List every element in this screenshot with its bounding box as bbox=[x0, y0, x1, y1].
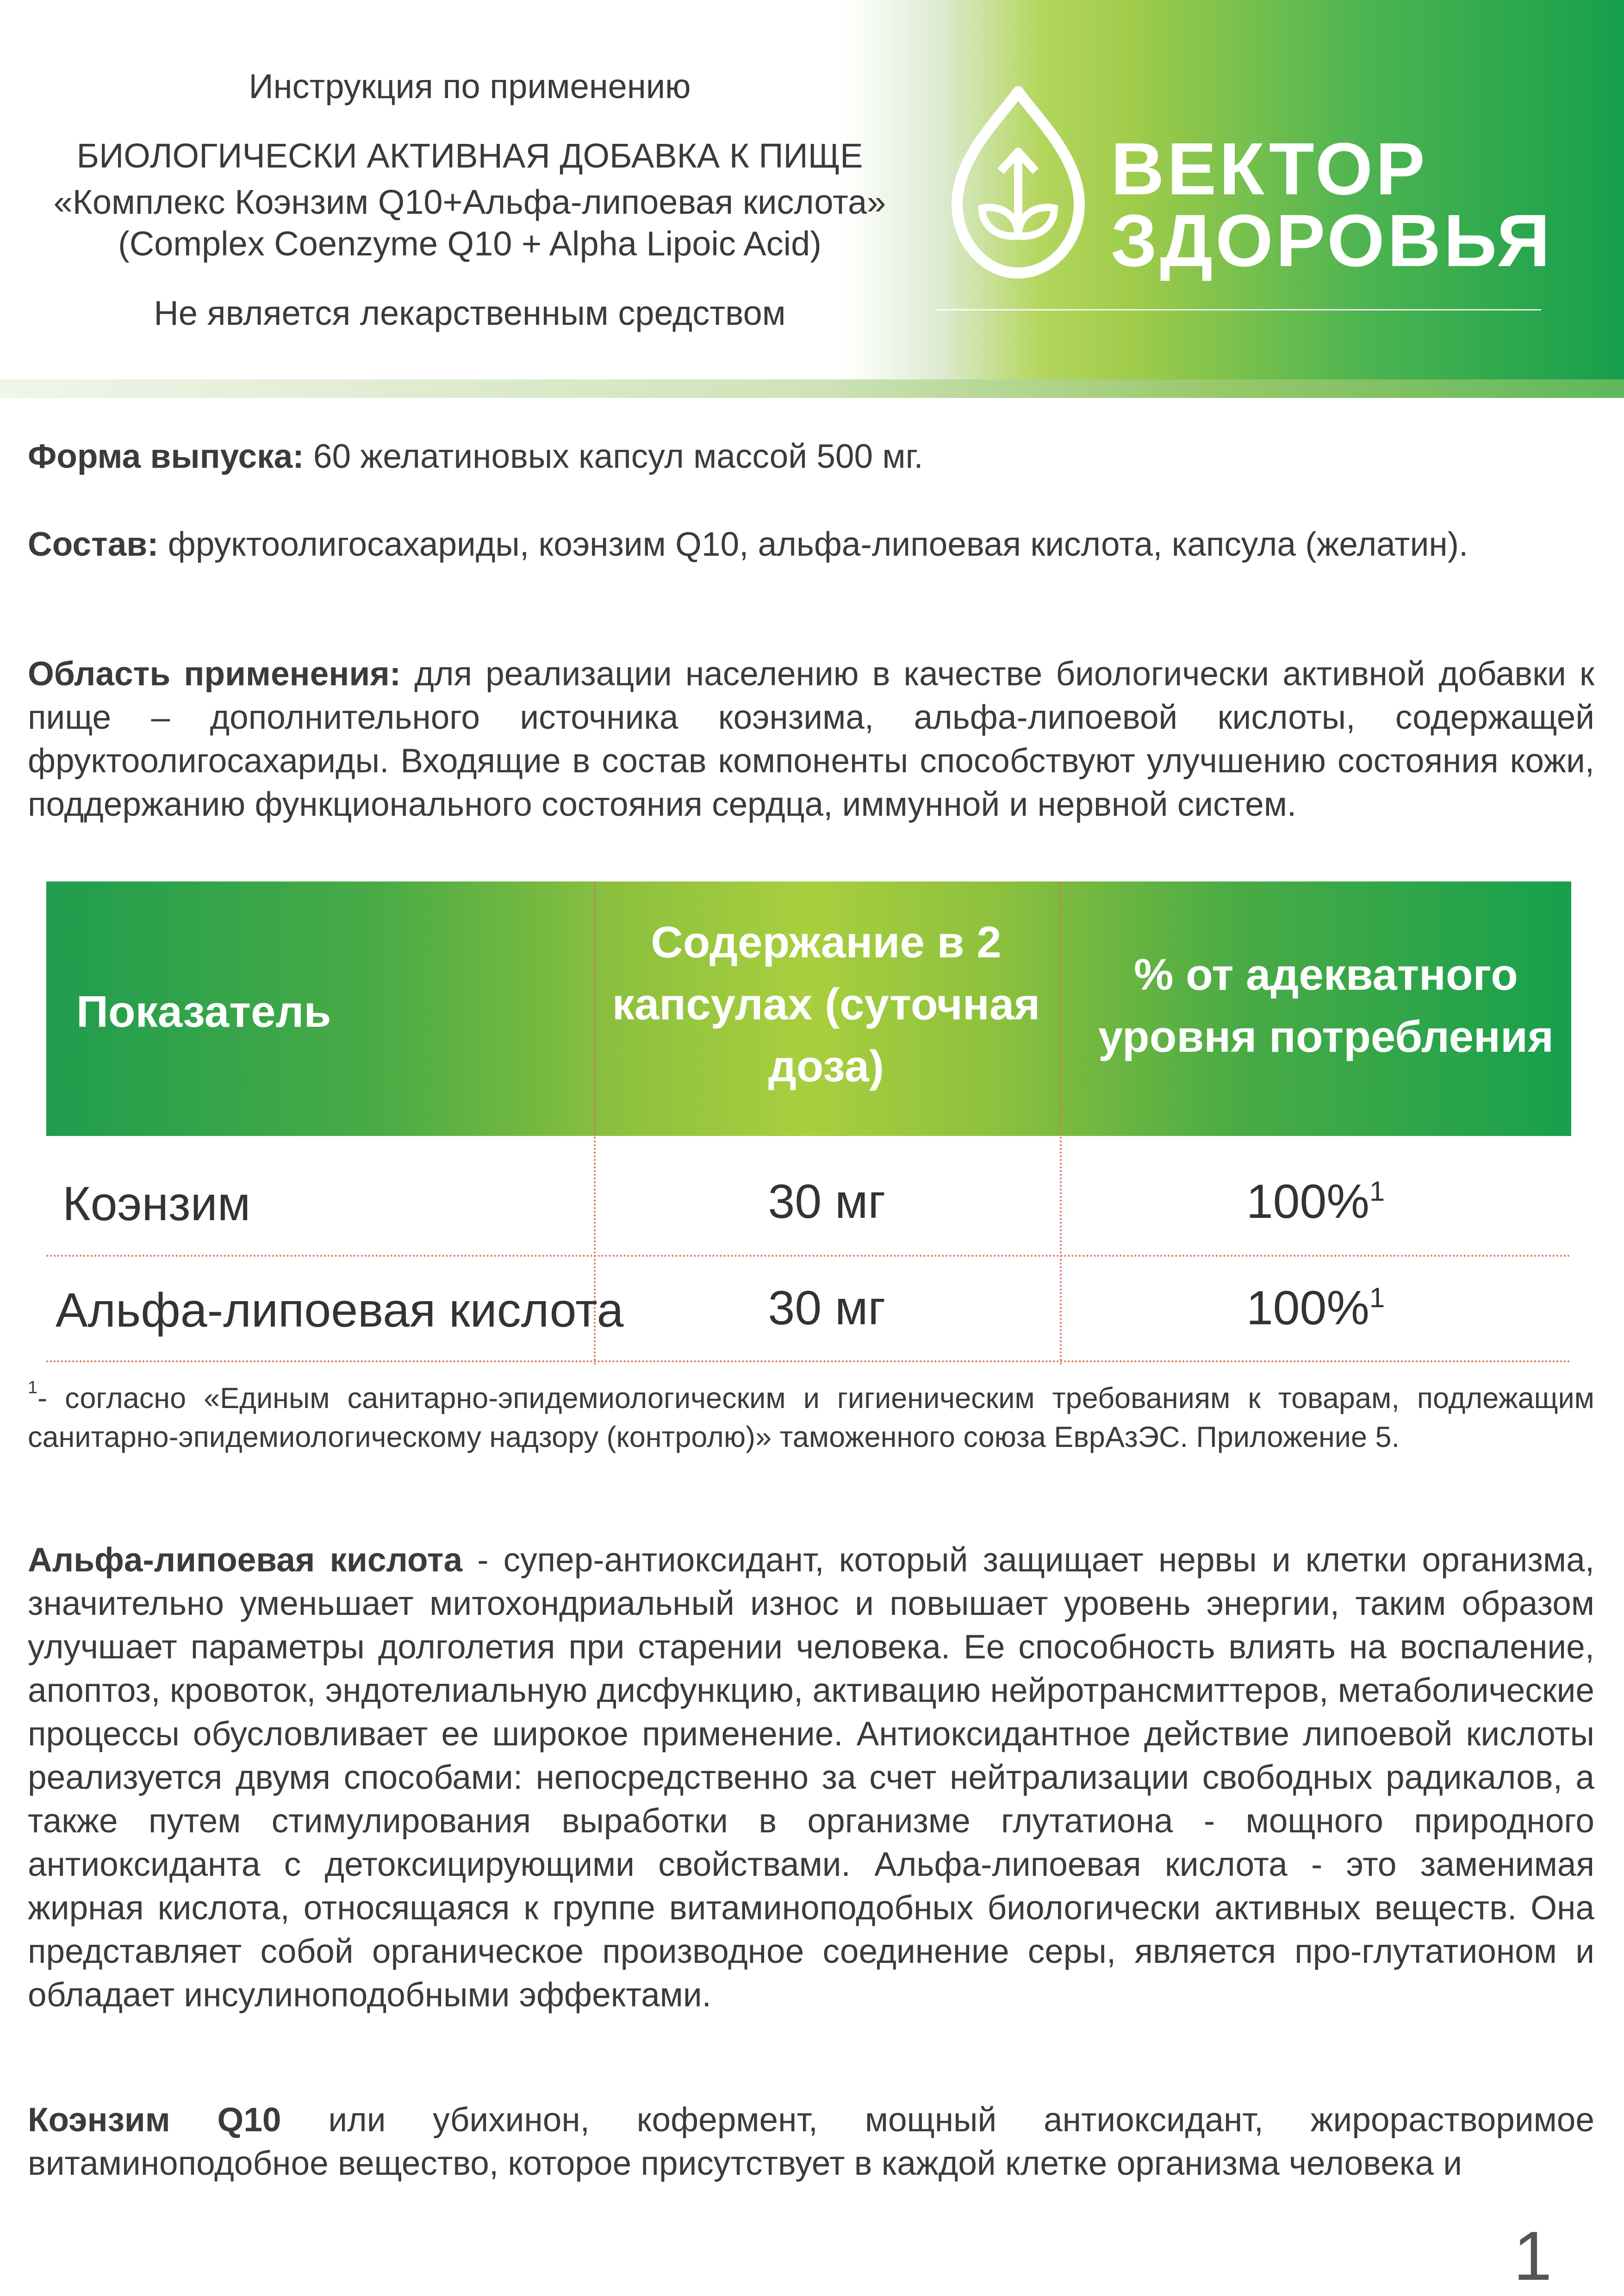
form-paragraph bbox=[28, 435, 1594, 478]
footnote-text: - согласно «Единым санитарно-эпидемиологическим и гигиеническим требованиям к товарам, подлежащим санитарно-эпидемиологическому надзору (контролю)» таможенного союза ЕврАзЭС. Приложение 5. bbox=[28, 1382, 1594, 1453]
table-cell-percent bbox=[1060, 1281, 1571, 1335]
form-text: 60 желатиновых капсул массой 500 мг. bbox=[313, 438, 923, 475]
percent-value: 100% bbox=[1246, 1175, 1369, 1229]
table-cell-amount: 30 мг bbox=[768, 1175, 886, 1229]
not-medicine-note: Не является лекарственным средством bbox=[154, 294, 786, 332]
footnote-mark: 1 bbox=[28, 1378, 38, 1397]
composition-label: Состав: bbox=[28, 526, 159, 563]
footnote-mark: 1 bbox=[1369, 1176, 1385, 1207]
alpha-label: Альфа-липоевая кислота bbox=[28, 1541, 463, 1579]
percent-value: 100% bbox=[1246, 1281, 1369, 1335]
footnote-mark: 1 bbox=[1369, 1282, 1385, 1313]
product-name: «Комплекс Коэнзим Q10+Альфа-липоевая кислота» bbox=[53, 183, 886, 221]
alpha-text: - супер-антиоксидант, который защищает нервы и клетки организма, значительно уменьшает митохондриальный износ и повышает уровень энергии, таким образом улучшает параметры долголетия при старении человека. Ее способность влиять на воспаление, апоптоз, кровоток, эндотелиальную дисфункцию, активацию нейротрансмиттеров, метаболические процессы обусловливает ее широкое применение. Антиоксидантное действие липоевой кислоты реализуется двумя способами: непосредственно за счет нейтрализации свободных радикалов, а также путем стимулирования выработки в организме глутатиона - мощного природного антиоксиданта с детоксицирующими свойствами. Альфа-липоевая кислота - это заменимая жирная кислота, относящаяся к группе витаминоподобных биологически активных веществ. Она представляет собой органическое производное соединение серы, является про-глутатионом и обладает инсулиноподобными эффектами. bbox=[28, 1541, 1594, 2014]
scope-label: Область применения: bbox=[28, 655, 401, 693]
footnote bbox=[28, 1379, 1594, 1457]
table-header-percent: % от адекватного уровня потребления bbox=[1098, 950, 1554, 1061]
coenzyme-paragraph bbox=[28, 2098, 1594, 2185]
leaf-drop-arrow-icon bbox=[944, 83, 1092, 287]
alpha-lipoic-paragraph bbox=[28, 1539, 1594, 2017]
brand-name-line1: ВЕКТОР bbox=[1111, 127, 1428, 210]
composition-paragraph bbox=[28, 523, 1594, 566]
table-row-divider bbox=[46, 1360, 1571, 1362]
product-name-latin: (Complex Coenzyme Q10 + Alpha Lipoic Acid) bbox=[118, 224, 821, 263]
brand-name-line2: ЗДОРОВЬЯ bbox=[1111, 199, 1553, 282]
table-cell-name: Альфа-липоевая кислота bbox=[56, 1284, 624, 1337]
table-cell-amount: 30 мг bbox=[768, 1281, 886, 1335]
composition-text: фруктоолигосахариды, коэнзим Q10, альфа-липоевая кислота, капсула (желатин). bbox=[168, 526, 1468, 563]
coenzyme-label: Коэнзим Q10 bbox=[28, 2101, 281, 2139]
scope-paragraph bbox=[28, 652, 1594, 826]
table-header-indicator: Показатель bbox=[76, 987, 331, 1036]
table-header-content: Содержание в 2 капсулах (суточная доза) bbox=[612, 918, 1040, 1091]
scope-text: для реализации населению в качестве биологически активной добавки к пище – дополнительного источника коэнзима, альфа-липоевой кислоты, содержащей фруктоолигосахариды. Входящие в состав компоненты способствуют улучшению состояния кожи, поддержанию функционального состояния сердца, иммунной и нервной систем. bbox=[28, 655, 1594, 823]
product-type: БИОЛОГИЧЕСКИ АКТИВНАЯ ДОБАВКА К ПИЩЕ bbox=[76, 137, 863, 175]
header-band bbox=[0, 379, 1624, 398]
brand-underline bbox=[935, 309, 1541, 310]
form-label: Форма выпуска: bbox=[28, 438, 304, 475]
coenzyme-text: или убихинон, кофермент, мощный антиоксидант, жирорастворимое витаминоподобное вещество, которое присутствует в каждой клетке организма человека и bbox=[28, 2101, 1594, 2182]
page-number: 1 bbox=[1513, 2217, 1552, 2295]
instruction-title: Инструкция по применению bbox=[249, 67, 691, 105]
table-cell-name: Коэнзим bbox=[62, 1177, 251, 1231]
table-cell-percent bbox=[1060, 1175, 1571, 1229]
table-row-divider bbox=[46, 1255, 1571, 1257]
